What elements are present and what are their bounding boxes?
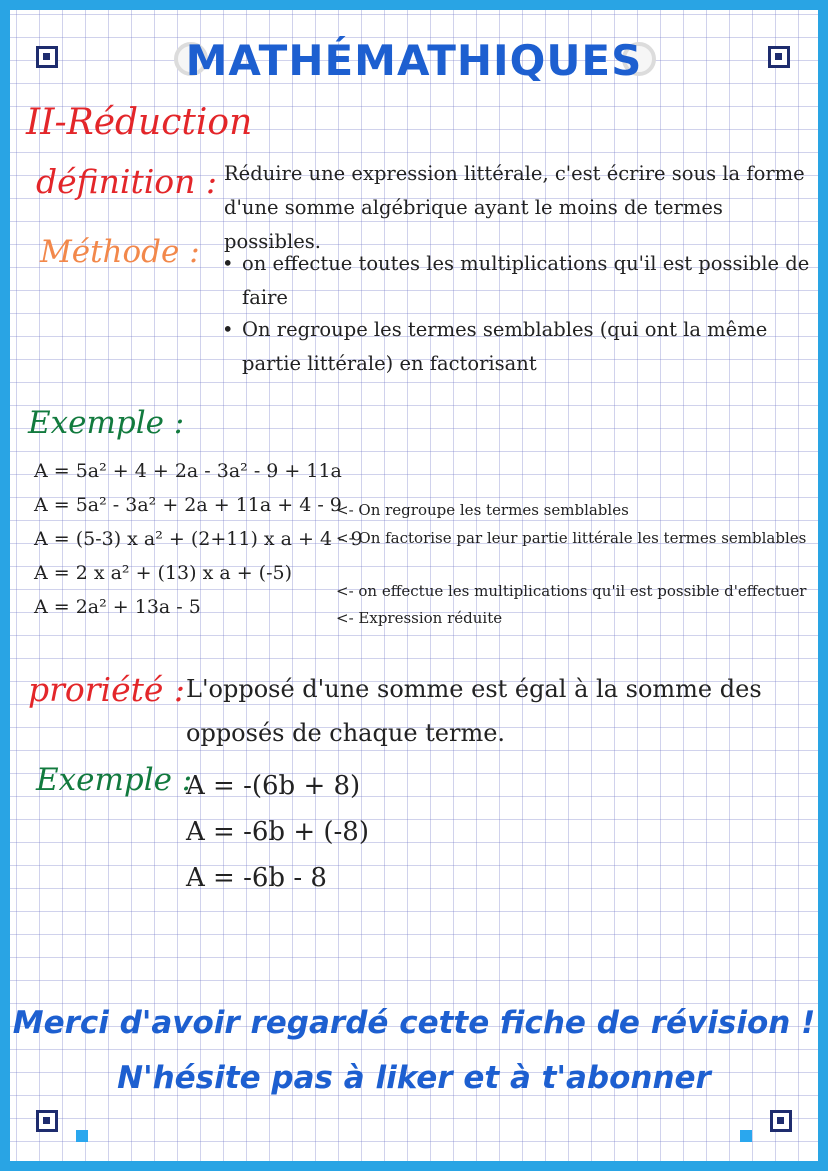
example-line: A = 5a² - 3a² + 2a + 11a + 4 - 9 [34, 494, 342, 516]
footer-thanks: Merci d'avoir regardé cette fiche de révision ! [12, 1005, 816, 1041]
worksheet-page [10, 10, 818, 1161]
definition-label: définition : [36, 162, 218, 201]
example-note: <- On regroupe les termes semblables [336, 501, 629, 519]
example-note: <- Expression réduite [336, 609, 503, 627]
exemple-label: Exemple : [28, 405, 185, 441]
example-line: A = 5a² + 4 + 2a - 3a² - 9 + 11a [34, 460, 342, 482]
corner-square-icon [36, 1110, 58, 1132]
page-title: MATHÉMATHIQUES [185, 36, 643, 85]
methode-label: Méthode : [40, 234, 200, 270]
footer-subscribe: N'hésite pas à liker et à t'abonner [117, 1060, 711, 1096]
exemple-2-label: Exemple : [36, 762, 193, 798]
propriete-label: proriété : [28, 670, 186, 709]
example-line: A = 2 x a² + (13) x a + (-5) [34, 562, 293, 584]
example-line: A = (5-3) x a² + (2+11) x a + 4 - 9 [34, 528, 363, 550]
example-line: A = 2a² + 13a - 5 [34, 596, 201, 618]
definition-line-2: d'une somme algébrique ayant le moins de termes possibles. [224, 196, 723, 253]
section-heading: II-Réduction [26, 102, 253, 143]
decor-square-icon [76, 1130, 88, 1142]
example-2-line: A = -6b + (-8) [186, 817, 369, 847]
bullet-icon: • [222, 252, 234, 275]
definition-line-1: Réduire une expression littérale, c'est écrire sous la forme [224, 162, 805, 185]
example-2-line: A = -6b - 8 [186, 863, 327, 893]
methode-bullet-2-line-2: partie littérale) en factorisant [242, 352, 537, 375]
decor-square-icon [740, 1130, 752, 1142]
methode-bullet-1-line-1: on effectue toutes les multiplications qu'il est possible de [242, 252, 810, 275]
corner-square-icon [770, 1110, 792, 1132]
propriete-line-1: L'opposé d'une somme est égal à la somme des [186, 675, 762, 703]
example-2-line: A = -(6b + 8) [186, 771, 361, 801]
example-note: <- On factorise par leur partie littérale les termes semblables [336, 529, 807, 547]
example-note: <- on effectue les multiplications qu'il est possible d'effectuer [336, 582, 807, 600]
methode-bullet-2-line-1: On regroupe les termes semblables (qui ont la même [242, 318, 768, 341]
bullet-icon: • [222, 318, 234, 341]
propriete-line-2: opposés de chaque terme. [186, 719, 506, 747]
methode-bullet-1-line-2: faire [242, 286, 288, 309]
